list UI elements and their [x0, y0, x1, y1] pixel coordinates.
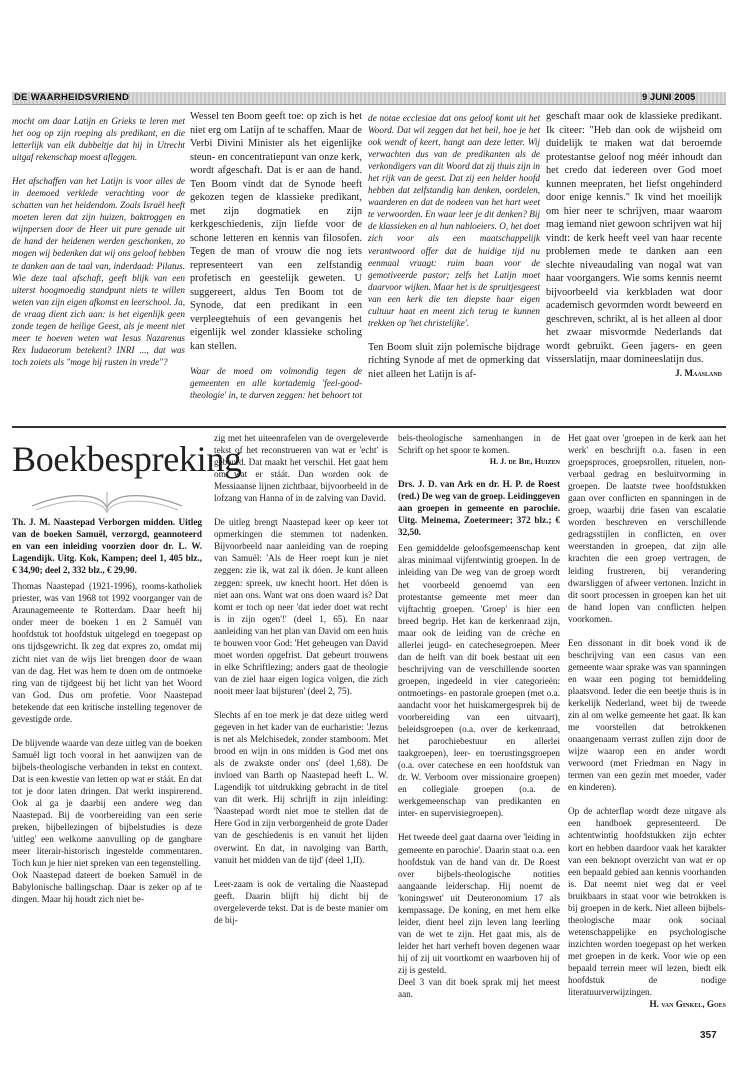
- author-signature: H. van Ginkel, Goes: [649, 999, 726, 1010]
- author-signature: H. J. de Bie, Huizen: [489, 457, 560, 467]
- paragraph: Een gemiddelde geloofsgemeenschap kent alras minimaal vijfentwintig groepen. In de inleiding van De weg van de groep wordt het voorbeeld genoemd van een protestantse gemeente met meer dan vijftachtig groepen. 'Groep' is hier een breed begrip. Het kan de kerkenraad zijn, maar ook de leiding van de crèche en allerlei jeugd- en catechesegroepen. Meer dan de helft van dit boek bestaat uit een beschrijving van de verschillende soorten groepen, ingedeeld in vier categorieën: ontmoetings- en pastorale groepen (met o.a. aandacht voor het huiskamergesprek bij de voorbereiding van een uitvaart), beleidsgroepen (o.a. over de kerkenraad, het parochiebestuur en allerlei taakgroepen), leer- en toerustingsgroepen (o.a. over catechese en een hoofdstuk van dr. W. Verboom over missionaire groepen) en collegiale groepen (o.a. de werkgemeenschap van predikanten en inter- en supervisiegroepen).: [398, 543, 560, 819]
- review-column-3: [398, 432, 560, 1012]
- paragraph: Deel 3 van dit boek sprak mij het meest aan.: [398, 977, 560, 1000]
- paragraph: Thomas Naastepad (1921-1996), rooms-katholiek priester, was van 1968 tot 1992 voorganger van de Araunagemeente te Rotterdam. Daar heeft hij onder meer de boeken 1 en 2 Samuël van hoofdstuk tot hoofdstuk uitgelegd en toegepast op ons tijdsgewricht. Ik zeg dat expres zo, omdat mij zicht niet van de wijs liet brengen door de waan van de dag. Het was hem te doen om de ontmoeke ring van de tijdgeest bij het licht van het Woord van God. Dus om profetie. Voor Naastepad betekende dat een kritische instelling tegenover de gevestigde orde.: [12, 581, 202, 724]
- paragraph: Een dissonant in dit boek vond ik de beschrijving van een casus van een gemeente waar sprake was van spanningen en waar een poging tot bemiddeling plaatsvond. Ieder die een beetje thuis is in kerkelijk Nederland, weet bij de tweede zin al om welke gemeente het gaat. Ik kan me voorstellen dat betrokkenen onaangenaam verrast zullen zijn door de wijze waarop een en ander wordt verwoord (met Friedman en Nagy in termen van een gezin met moeder, vader en kinderen).: [568, 637, 726, 793]
- paragraph: Het gaat over 'groepen in de kerk aan het werk' en beschrijft o.a. fasen in een groepsproces, groepsrollen, rituelen, non-verbaal gedrag en besluitvorming in groepen. De laatste twee hoofdstukken gaan over conflicten en spanningen in de groep, waarbij drie fasen van escalatie worden beschreven en verschillende gedragsstijlen in conflicten, en over weerstanden in groepen, dat zijn alle krachten die een groep vertragen, de leiding frustreren, bij verandering dwarsliggen of afweer vertonen. Inzicht in dit soort processen in groepen kan het uit de hand lopen van conflicten helpen voorkomen.: [568, 433, 726, 624]
- article-column-2: [190, 110, 362, 413]
- book-header: Drs. J. D. van Ark en dr. H. P. de Roest (red.) De weg van de groep. Leidinggeven aan groepen in gemeente en parochie. Uitg. Meinema, Zoetermeer; 372 blz.; € 32,50.: [398, 479, 560, 538]
- paragraph: Leer-zaam is ook de vertaling die Naastepad geeft. Daarin blijft hij dicht bij de overgeleverde tekst. Dat is de beste manier om de bij-: [214, 878, 388, 925]
- paragraph: de notae ecclesiae dat ons geloof komt uit het Woord. Dat wil zeggen dat het heil, hoe je het ook wendt of keert, hangt aan deze letter. Wij verwachten dus van de predikanten als de verkondigers van dit Woord dat zij thuis zijn in het rijk van de geest. Dat zij een helder hoofd hebben dat zelfstandig kan denken, oordelen, waarderen en dat de nodeen van het hart weet te verwoorden. En waar leer je dit denken? Bij de klassieken en al hun nabloeiers. O, het doet zich voor als een maatschappelijk verantwoord offer dat de huidige tijd nu eenmaal vraagt: ruim baan voor de gemotiveerde pastor; zelfs het Latijn moet daarvoor wijken. Maar het is de spruitjesgeest van een kerk die ten diepste haar eigen cultuur haat en meent zich terug te kunnen trekken op 'het christelijke'.: [368, 113, 540, 328]
- review-column-1: [12, 516, 202, 917]
- issue-date: 9 JUNI 2005: [642, 92, 696, 103]
- paragraph: Op de achterflap wordt deze uitgave als een handboek gepresenteerd. De achtentwintig hoofdstukken zijn echter kort en hebben daardoor vaak het karakter van een beknopt overzicht van wat er op een bepaald gebied aan kennis voorhanden is. Dat neemt niet weg dat er veel bruikbaars in staat voor wie betrokken is bij groepen in de kerk. Niet alleen bijbels-theologische maar ook sociaal wetenschappelijke en psychologische inzichten worden toegepast op het werken met groepen in de kerk. Voor wie op een bepaald terrein meer wil lezen, biedt elk hoofdstuk de nodige literatuurverwijzingen.: [568, 806, 726, 998]
- paragraph: Het afschaffen van het Latijn is voor alles de in deemoed verklede verachting voor de schatten van het heidendom. Zoals Israël heeft moeten leren dat zijn huizen, baktroggen en wijnpersen door de Heer uit pure genade uit de hand der heidenen werden geschonken, zo mogen wij bedenken dat wij ons geloof hebben te danken aan de taal van, inderdaad: Pilatus. Wie deze taal afschaft, geeft blijk van een uiterst hoogmoedig standpunt niets te willen weten van zijn eigen afkomst en leerschool. Ja, de vraag dient zich aan: is het eigenlijk geen zonde tegen de heilige Geest, als je meent niet meer te hoeven weten wat Iesus Nazarenus Rex Iudaeorum betekent? INRI ..., dat was toch zoiets als "moge hij rusten in vrede"?: [12, 176, 185, 367]
- paragraph: Het tweede deel gaat daarna over 'leiding in gemeente en parochie'. Daarin staat o.a. een hoofdstuk van de hand van dr. De Roest over bijbels-theologische notities aangaande leiderschap. Hij noemt de 'koningswet' uit Deuteronomium 17 als kempassage. De koning, en met hem elke leider, dient heel zijn leven lang leerling van de wet te zijn. Het gaat mis, als de leider het hart verheft boven degenen waar hij of zij uit voortkomt en waarboven hij of zij is gesteld.: [398, 832, 560, 975]
- article-column-3: [368, 112, 540, 393]
- paragraph: zig met het uiteenrafelen van de overgeleverde tekst of het reconstrueren van wat er 'echt' is gebeurd. Dat maakt het verschil. Het gaat hem om wat er stáát. Dan worden ook de Messiaanse lijnen zichtbaar, bijvoorbeeld in de lofzang van Hanna of in de zalving van David.: [214, 433, 388, 504]
- paragraph: Ook Naastepad dateert de boeken Samuël in de Babylonische ballingschap. Daar is zeker op af te dingen. Maar hij houdt zich niet be-: [12, 870, 202, 905]
- page-number: 357: [700, 1030, 717, 1041]
- article-column-4: [546, 110, 722, 380]
- paragraph: bels-theologische samenhangen in de Schrift op het spoor te komen.: [398, 433, 560, 456]
- open-book-icon: [12, 484, 202, 514]
- paragraph: De blijvende waarde van deze uitleg van de boeken Samuël ligt toch vooral in het aanwijzen van de bijbels-theologische verbanden in tekst en context. Dat is een kwestie van letten op wat er stáát. En dat tot je door laten dringen. Dat werkt inspirerend. Ook al ga je daarbij een andere weg dan Naastepad. Bij de voorbereiding van een serie preken, bijbellezingen of bijbelstudies is deze 'uitleg' een welkome aanvulling op de gangbare meer literair-historisch ingestelde commentaren. Toch kun je hier niet spreken van een tegenstelling.: [12, 737, 202, 869]
- section-divider: [12, 426, 726, 428]
- paragraph: geschaft maar ook de klassieke predikant. Ik citeer: "Heb dan ook de wijsheid om duidelijk te maken wat dat beroemde protestantse geloof nog méér inhoudt dan het credo dat iedereen over God moet kunnen meepraten, het liefst ongehinderd door enige kennis." Ik vind het moeilijk om hier neer te schrijven, maar waarom mag iemand niet gewoon schrijven wat hij vindt: de kerk heeft veel van haar recente problemen mede te danken aan een slechte niveaudaling van nogal wat van haar voorgangers. Wie soms kennis neemt bijvoorbeeld via kerkbladen wat door academisch gevormden wordt beweerd en geschreven, schrikt, al is het alleen al door het zwaar misvormde Nederlands dat wordt gebruikt. Geen jagers- en geen visserslatijn, maar domineeslatijn dus.: [546, 111, 722, 365]
- book-header: Th. J. M. Naastepad Verborgen midden. Uitleg van de boeken Samuël, verzorgd, geannoteerd en van een inleiding voorzien door dr. L. W. Lagendijk. Uitg. Kok, Kampen; deel 1, 405 blz., € 34,90; deel 2, 332 blz., € 29,90.: [12, 517, 202, 576]
- section-title: Boekbespreking: [12, 439, 242, 479]
- paragraph: Wessel ten Boom geeft toe: op zich is het niet erg om Latijn af te schaffen. Maar de Verbi Divini Minister als het eigenlijke steun- en concentratiepunt van onze kerk, wordt afgeschaft. Dat is er aan de hand. Ten Boom vindt dat de Synode heeft gekozen tegen de klassieke predikant, met zijn dogmatiek en zijn kerkgeschiedenis, zijn liefde voor de schone letteren en kennis van filosofen. Tegen de man of vrouw die nog iets representeert van een zelfstandig profetisch en geestelijk geweten. U suggereert, aldus Ten Boom tot de Synode, dat een predikant in een verpleegtehuis of een gevangenis het eigenlijk wel zonder klassieke scholing kan stellen.: [190, 111, 362, 352]
- paragraph: Waar de moed om volmondig tegen de gemeenten en alle kortademig 'feel-good-theologie' in, te durven zeggen: het behoort tot: [190, 366, 362, 401]
- paragraph: Ten Boom sluit zijn polemische bijdrage richting Synode af met de opmerking dat niet alleen het Latijn is af-: [368, 341, 540, 380]
- author-signature: J. Maasland: [675, 367, 722, 378]
- paragraph: Slechts af en toe merk je dat deze uitleg werd gegeven in het kader van de eucharistie: 'Jezus is net als Melchisedek, zonder stamboom. Met brood en wijn in ons midden is God met ons als de zwakste onder ons' (deel 1,68). De invloed van Barth op Naastepad heeft L. W. Lagendijk tot uitdrukking gebracht in de titel van dit werk. Hij schrijft in zijn inleiding: 'Naastepad wordt niet moe te stellen dat de Here God in zijn verborgenheid de grote Dader van de geschiedenis is en vanuit het lijden overwint. En dat, in navolging van Barth, vanuit het midden van de tijd' (deel 1,II).: [214, 709, 388, 865]
- paragraph: mocht om daar Latijn en Grieks te leren met het oog op zijn roeping als predikant, en die letterlijk van elk dubbeltje dat hij in Utrecht uitgaf rekenschap moest afleggen.: [12, 116, 185, 163]
- review-column-2: [214, 432, 388, 938]
- review-column-4: [568, 432, 726, 1010]
- magazine-name: DE WAARHEIDSVRIEND: [14, 92, 130, 103]
- article-column-1: [12, 115, 185, 380]
- paragraph: De uitleg brengt Naastepad keer op keer tot opmerkingen die stemmen tot nadenken. Bijvoorbeeld naar aanleiding van de roeping van Samuël: 'Als de Heer roept kun je niet zeggen: zie ik, wat zal ik dóen. Je kunt alleen zeggen: spreek, uw knecht hoort. Het dóen is niet aan ons. Want wat ons doen waard is? Dat komt er toch op neer 'dat ieder doet wat recht is in zijn ogen'!' (deel 1, 65). En naar aanleiding van het plan van David om een huis te bouwen voor God: 'Het geheugen van David moet worden opgefrist. Dat gebeurt trouwens in elke Schriftlezing; anders gaat de theologie van de ziel haar eigen logica volgen, die zich nooit meer laat bijsturen' (deel 2, 75).: [214, 517, 388, 696]
